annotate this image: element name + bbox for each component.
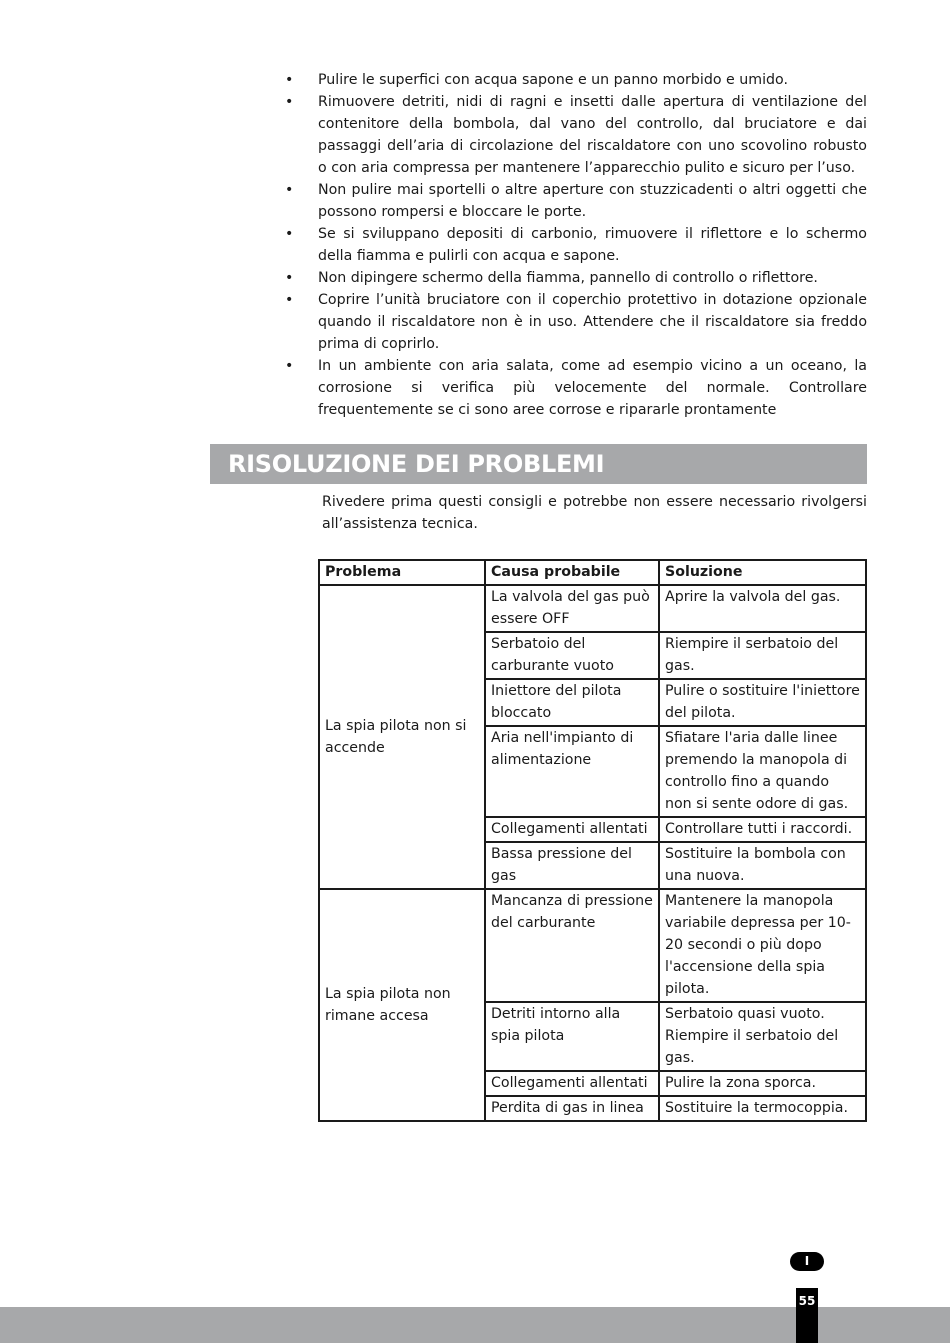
- solution-cell: Riempire il serbatoio del gas.: [659, 632, 866, 679]
- list-item: [285, 289, 867, 355]
- list-item-text: Pulire le superfici con acqua sapone e un panno morbido e umido.: [318, 72, 788, 88]
- problem-cell: La spia pilota non rimane accesa: [319, 889, 485, 1121]
- solution-cell: Sostituire la termocoppia.: [659, 1096, 866, 1121]
- list-item-text: Se si sviluppano depositi di carbonio, rimuovere il riflettore e lo schermo della fiamma e pulirli con acqua e sapone.: [318, 226, 867, 264]
- column-header-solution: Soluzione: [659, 560, 866, 585]
- solution-cell: Sostituire la bombola con una nuova.: [659, 842, 866, 889]
- list-item: [285, 267, 867, 289]
- column-header-problem: Problema: [319, 560, 485, 585]
- bullet-symbol: •: [285, 182, 294, 198]
- bullet-symbol: •: [285, 358, 294, 374]
- solution-cell: Mantenere la manopola variabile depressa per 10-20 secondi o più dopo l'accensione della spia pilota.: [659, 889, 866, 1002]
- solution-cell: Pulire o sostituire l'iniettore del pilota.: [659, 679, 866, 726]
- list-item-text: Non dipingere schermo della fiamma, pannello di controllo o riflettore.: [318, 270, 818, 286]
- list-item: [285, 179, 867, 223]
- bullet-symbol: •: [285, 72, 294, 88]
- cause-cell: Aria nell'impianto di alimentazione: [485, 726, 659, 817]
- solution-cell: Pulire la zona sporca.: [659, 1071, 866, 1096]
- cause-cell: Collegamenti allentati: [485, 1071, 659, 1096]
- intro-paragraph: Rivedere prima questi consigli e potrebbe non essere necessario rivolgersi all’assistenza tecnica.: [322, 494, 867, 532]
- section-title: RISOLUZIONE DEI PROBLEMI: [228, 450, 605, 478]
- bullet-symbol: •: [285, 94, 294, 110]
- list-item-text: Rimuovere detriti, nidi di ragni e insetti dalle apertura di ventilazione del contenitore della bombola, dal vano del controllo, dal bruciatore e dai passaggi dell’aria di circolazione del riscaldatore con uno scovolino robusto o con aria compressa per mantenere l’apparecchio pulito e sicuro per l’uso.: [318, 94, 867, 176]
- table-row: [319, 889, 866, 1002]
- cause-cell: Mancanza di pressione del carburante: [485, 889, 659, 1002]
- table-row: [319, 585, 866, 632]
- language-tab-badge: I: [790, 1252, 824, 1271]
- list-item-text: Coprire l’unità bruciatore con il coperchio protettivo in dotazione opzionale quando il riscaldatore non è in uso. Attendere che il riscaldatore sia freddo prima di coprirlo.: [318, 292, 867, 352]
- list-item-text: In un ambiente con aria salata, come ad esempio vicino a un oceano, la corrosione si verifica più velocemente del normale. Controllare frequentemente se ci sono aree corrose e ripararle prontamente: [318, 358, 867, 418]
- column-header-cause: Causa probabile: [485, 560, 659, 585]
- cause-cell: Collegamenti allentati: [485, 817, 659, 842]
- maintenance-bullet-list: [285, 69, 867, 421]
- cause-cell: La valvola del gas può essere OFF: [485, 585, 659, 632]
- cause-cell: Perdita di gas in linea: [485, 1096, 659, 1121]
- page-number: 55: [796, 1288, 818, 1343]
- list-item: [285, 69, 867, 91]
- bullet-symbol: •: [285, 292, 294, 308]
- solution-cell: Aprire la valvola del gas.: [659, 585, 866, 632]
- cause-cell: Bassa pressione del gas: [485, 842, 659, 889]
- list-item: [285, 223, 867, 267]
- troubleshooting-table: [318, 559, 867, 1122]
- list-item: [285, 91, 867, 179]
- list-item-text: Non pulire mai sportelli o altre aperture con stuzzicadenti o altri oggetti che possono rompersi e bloccare le porte.: [318, 182, 867, 220]
- bullet-symbol: •: [285, 226, 294, 242]
- cause-cell: Iniettore del pilota bloccato: [485, 679, 659, 726]
- solution-cell: Serbatoio quasi vuoto. Riempire il serbatoio del gas.: [659, 1002, 866, 1071]
- cause-cell: Detriti intorno alla spia pilota: [485, 1002, 659, 1071]
- cause-cell: Serbatoio del carburante vuoto: [485, 632, 659, 679]
- section-header-bar: [210, 444, 867, 484]
- solution-cell: Controllare tutti i raccordi.: [659, 817, 866, 842]
- table-header-row: [319, 560, 866, 585]
- bullet-symbol: •: [285, 270, 294, 286]
- problem-cell: La spia pilota non si accende: [319, 585, 485, 889]
- list-item: [285, 355, 867, 421]
- solution-cell: Sfiatare l'aria dalle linee premendo la manopola di controllo fino a quando non si sente odore di gas.: [659, 726, 866, 817]
